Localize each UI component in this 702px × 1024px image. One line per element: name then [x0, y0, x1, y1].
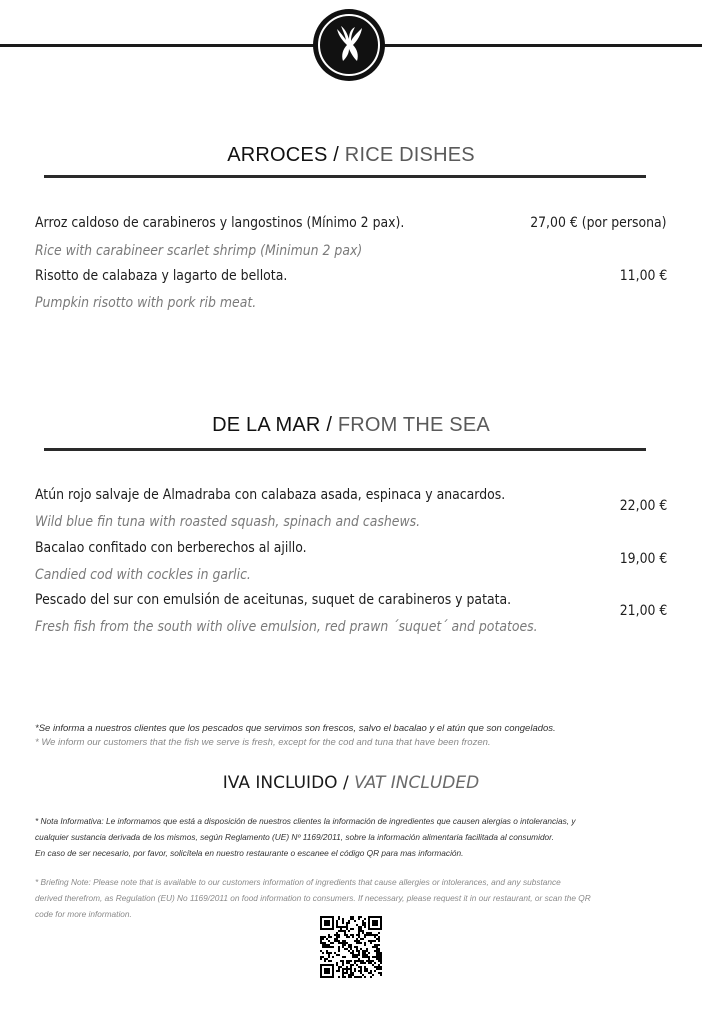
fish-note-es: *Se informa a nuestros clientes que los pescados que servimos son frescos, salvo el bacalao y el atún que son congelados.	[35, 723, 556, 734]
menu-item-name-en: Pumpkin risotto with pork rib meat.	[35, 295, 257, 311]
menu-item-name-en: Fresh fish from the south with olive emulsion, red prawn ´suquet´ and potatoes.	[35, 619, 538, 635]
fish-note-en: * We inform our customers that the fish we serve is fresh, except for the cod and tuna that have been frozen.	[35, 737, 491, 748]
menu-item-name-es: Risotto de calabaza y lagarto de bellota.	[35, 268, 288, 284]
menu-item-name-es: Bacalao confitado con berberechos al ajillo.	[35, 540, 307, 556]
section-title-en: FROM THE SEA	[337, 414, 490, 436]
menu-item-price: 11,00 €	[619, 268, 667, 284]
menu-item-name-es: Atún rojo salvaje de Almadraba con calabaza asada, espinaca y anacardos.	[35, 487, 506, 503]
section-title-es: DE LA MAR	[212, 414, 321, 436]
allergen-info-es	[35, 813, 667, 861]
section-rule	[44, 175, 646, 178]
vat-es: IVA INCLUIDO	[222, 773, 338, 793]
title-separator: /	[326, 414, 333, 436]
menu-item-name-es: Pescado del sur con emulsión de aceitunas, suquet de carabineros y patata.	[35, 592, 512, 608]
restaurant-logo-icon	[313, 9, 385, 81]
section-title-en: RICE DISHES	[344, 144, 475, 166]
allergen-info-line: cualquier sustancia derivada de los mismos, según Reglamento (UE) Nº 1169/2011, sobre la información alimentaria facilitada al consumidor.	[35, 832, 554, 842]
menu-item-name-en: Wild blue fin tuna with roasted squash, spinach and cashews.	[35, 514, 421, 530]
qr-code-icon[interactable]	[320, 916, 382, 978]
section-title-es: ARROCES	[227, 144, 328, 166]
allergen-info-line: En caso de ser necesario, por favor, solicítela en nuestro restaurante o escanee el código QR para mas información.	[35, 848, 464, 858]
allergen-info-line: * Nota Informativa: Le informamos que está a disposición de nuestros clientes la información de ingredientes que causen alergias o intolerancias, y	[35, 816, 576, 826]
allergen-info-en	[35, 874, 667, 922]
vat-en: VAT INCLUDED	[354, 773, 480, 793]
menu-item-price: 21,00 €	[619, 603, 667, 619]
allergen-info-line: code for more information.	[35, 909, 132, 919]
menu-item-name-es: Arroz caldoso de carabineros y langostinos (Mínimo 2 pax).	[35, 215, 405, 231]
menu-item-name-en: Rice with carabineer scarlet shrimp (Minimun 2 pax)	[35, 243, 363, 259]
allergen-info-line: derived therefrom, as Regulation (EU) No 1169/2011 on food information to consumers. If necessary, please request it in our restaurant, or scan the QR	[35, 893, 591, 903]
menu-item-price: 19,00 €	[619, 551, 667, 567]
section-title-rice	[0, 144, 702, 167]
section-title-sea	[0, 414, 702, 437]
vat-included	[0, 773, 702, 793]
section-rule	[44, 448, 646, 451]
title-separator: /	[333, 144, 340, 166]
vat-separator: /	[342, 773, 349, 793]
allergen-info-line: * Briefing Note: Please note that is available to our customers information of ingredients that cause allergies or intolerances, and any substance	[35, 877, 561, 887]
menu-item-name-en: Candied cod with cockles in garlic.	[35, 567, 251, 583]
menu-item-price: 22,00 €	[619, 498, 667, 514]
menu-item-price: 27,00 € (por persona)	[530, 215, 667, 231]
